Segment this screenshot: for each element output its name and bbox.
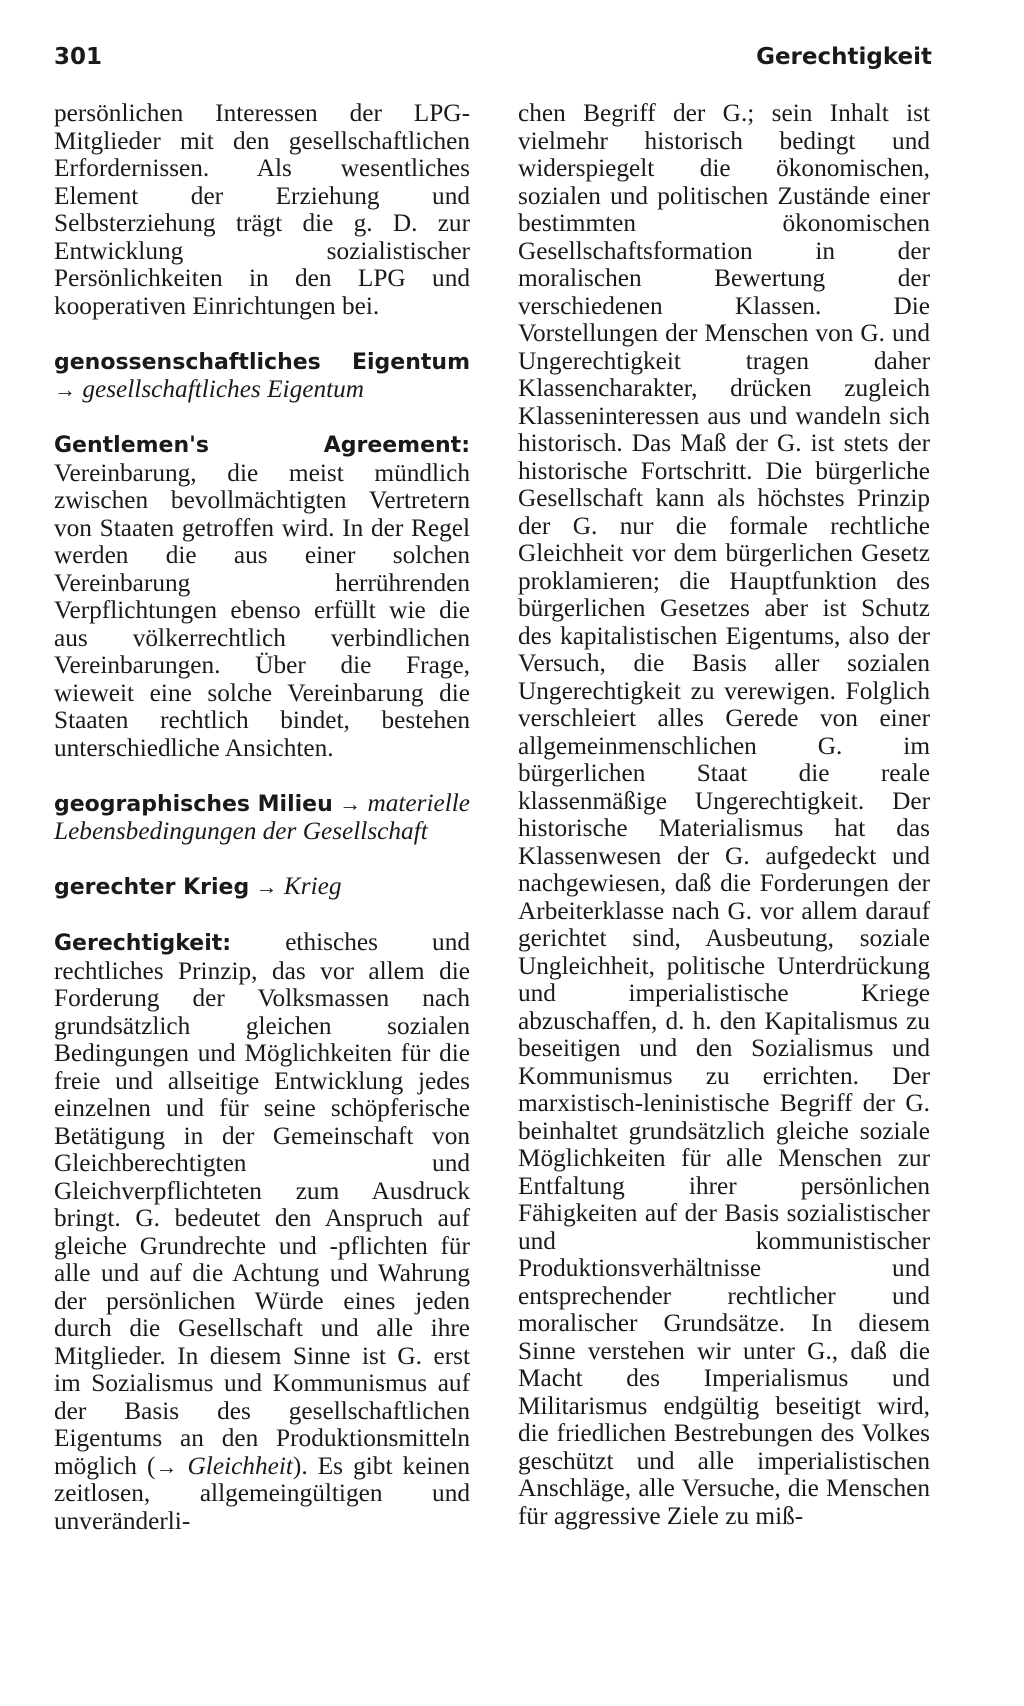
entry-genossenschaftliches-eigentum [54,348,470,404]
cross-reference-link[interactable]: Gleichheit [187,1451,293,1480]
entry-text: ethisches und rechtliches Prinzip, das vor allem die Forderung der Volksmassen nach grundsätzlich gleichen sozialen Bedingungen und Möglichkeiten für die freie und allseitige Entwicklung jedes einzelnen und für seine schöpferische Betätigung in der Gemeinschaft von Gleichberechtigten und Gleichverpflichteten zum Ausdruck bringt. G. bedeutet den Anspruch auf gleiche Grundrechte und -pflichten für alle und auf die Achtung und Wahrung der persönlichen Würde eines jeden durch die Gesellschaft und alle ihre Mitglieder. In diesem Sinne ist G. erst im Sozialismus und Kommunismus auf der Basis des gesellschaftlichen Eigentums an den Produktionsmitteln möglich ( [54,928,470,1480]
cross-reference-arrow: → [54,377,76,402]
entry-gerechter-krieg [54,873,470,902]
continuation-paragraph: chen Begriff der G.; sein Inhalt ist vielmehr historisch bedingt und widerspiegelt die ökonomischen, sozialen und politischen Zustände einer bestimmten ökonomischen Gesellschaftsformation in der moralischen Bewertung der verschiedenen Klassen. Die Vorstellungen der Menschen von G. und Ungerechtigkeit tragen daher Klassencharakter, drücken zugleich Klasseninteressen aus und wandeln sich historisch. Das Maß der G. ist stets der historische Fortschritt. Die bürgerliche Gesellschaft kann als höchstes Prinzip der G. nur die formale rechtliche Gleichheit vor dem bürgerlichen Gesetz proklamieren; die Hauptfunktion des bürgerlichen Gesetzes aber ist Schutz des kapitalistischen Eigentums, also der Versuch, die Basis aller sozialen Ungerechtigkeit zu verewigen. Folglich verschleiert alles Gerede von einer allgemeinmenschlichen G. im bürgerlichen Staat die reale klassenmäßige Ungerechtigkeit. Der historische Materialismus hat das Klassenwesen der G. aufgedeckt und nachgewiesen, daß die Forderungen der Arbeiterklasse nach G. vor allem darauf gerichtet sind, Ausbeutung, soziale Ungleichheit, politische Unterdrückung und imperialistische Kriege abzuschaffen, d. h. den Kapitalismus zu beseitigen und den Sozialismus und Kommunismus zu errichten. Der marxistisch-leninistische Begriff der G. beinhaltet grundsätzlich gleiche soziale Möglichkeiten für alle Menschen zur Entfaltung ihrer persönlichen Fähigkeiten auf der Basis sozialistischer und kommunistischer Produktionsverhältnisse und entsprechender rechtlicher und moralischer Grundsätze. In diesem Sinne verstehen wir unter G., daß die Macht des Imperialismus und Militarismus endgültig beseitigt wird, die friedlichen Bestrebungen des Volkes geschützt und alle imperialistischen Anschläge, alle Versuche, die Menschen für aggressive Ziele zu miß- [518,99,930,1530]
page-number: 301 [54,44,103,70]
cross-reference-arrow: → [339,790,362,816]
entry-gerechtigkeit [54,929,470,1535]
entry-lemma: genossenschaftliches Eigentum [54,349,470,375]
running-head-word: Gerechtigkeit [756,44,932,70]
entry-text: Vereinbarung, die meist mündlich zwischen bevollmächtigten Vertretern von Staaten getroffen wird. In der Regel werden die aus einer solchen Vereinbarung herrührenden Verpflichtungen ebenso erfüllt wie die aus völkerrechtlich verbindlichen Vereinbarungen. Über die Frage, wieweit eine solche Vereinbarung die Staaten rechtlich bindet, bestehen unterschiedliche Ansichten. [54,458,470,762]
continuation-paragraph: persönlichen Interessen der LPG-Mitglieder mit den gesellschaftlichen Erfordernissen. Als wesentliches Element der Erziehung und Selbsterziehung trägt die g. D. zur Entwicklung sozialistischer Persönlichkeiten in den LPG und kooperativen Einrichtungen bei. [54,99,470,320]
cross-reference-arrow: → [255,874,278,899]
entry-lemma: geographisches Milieu [54,791,333,817]
entry-text-continued: ). Es gibt keinen zeitlosen, allgemeingültigen und unveränderli- [54,1451,470,1535]
cross-reference-arrow: → [155,1453,178,1479]
right-column [518,100,930,1530]
entry-lemma: Gentlemen's Agreement: [54,433,470,458]
cross-reference-link[interactable]: Krieg [283,872,342,900]
entry-geographisches-milieu [54,790,470,846]
left-column [54,100,470,1535]
cross-reference-link[interactable]: gesellschaftliches Eigentum [82,375,365,403]
cross-reference-link[interactable]: materielle Lebensbedingungen der Gesellschaft [54,788,471,845]
entry-lemma: gerechter Krieg [54,875,250,900]
entry-lemma: Gerechtigkeit: [54,931,232,956]
entry-gentlemens-agreement [54,431,470,762]
running-head [54,44,932,84]
